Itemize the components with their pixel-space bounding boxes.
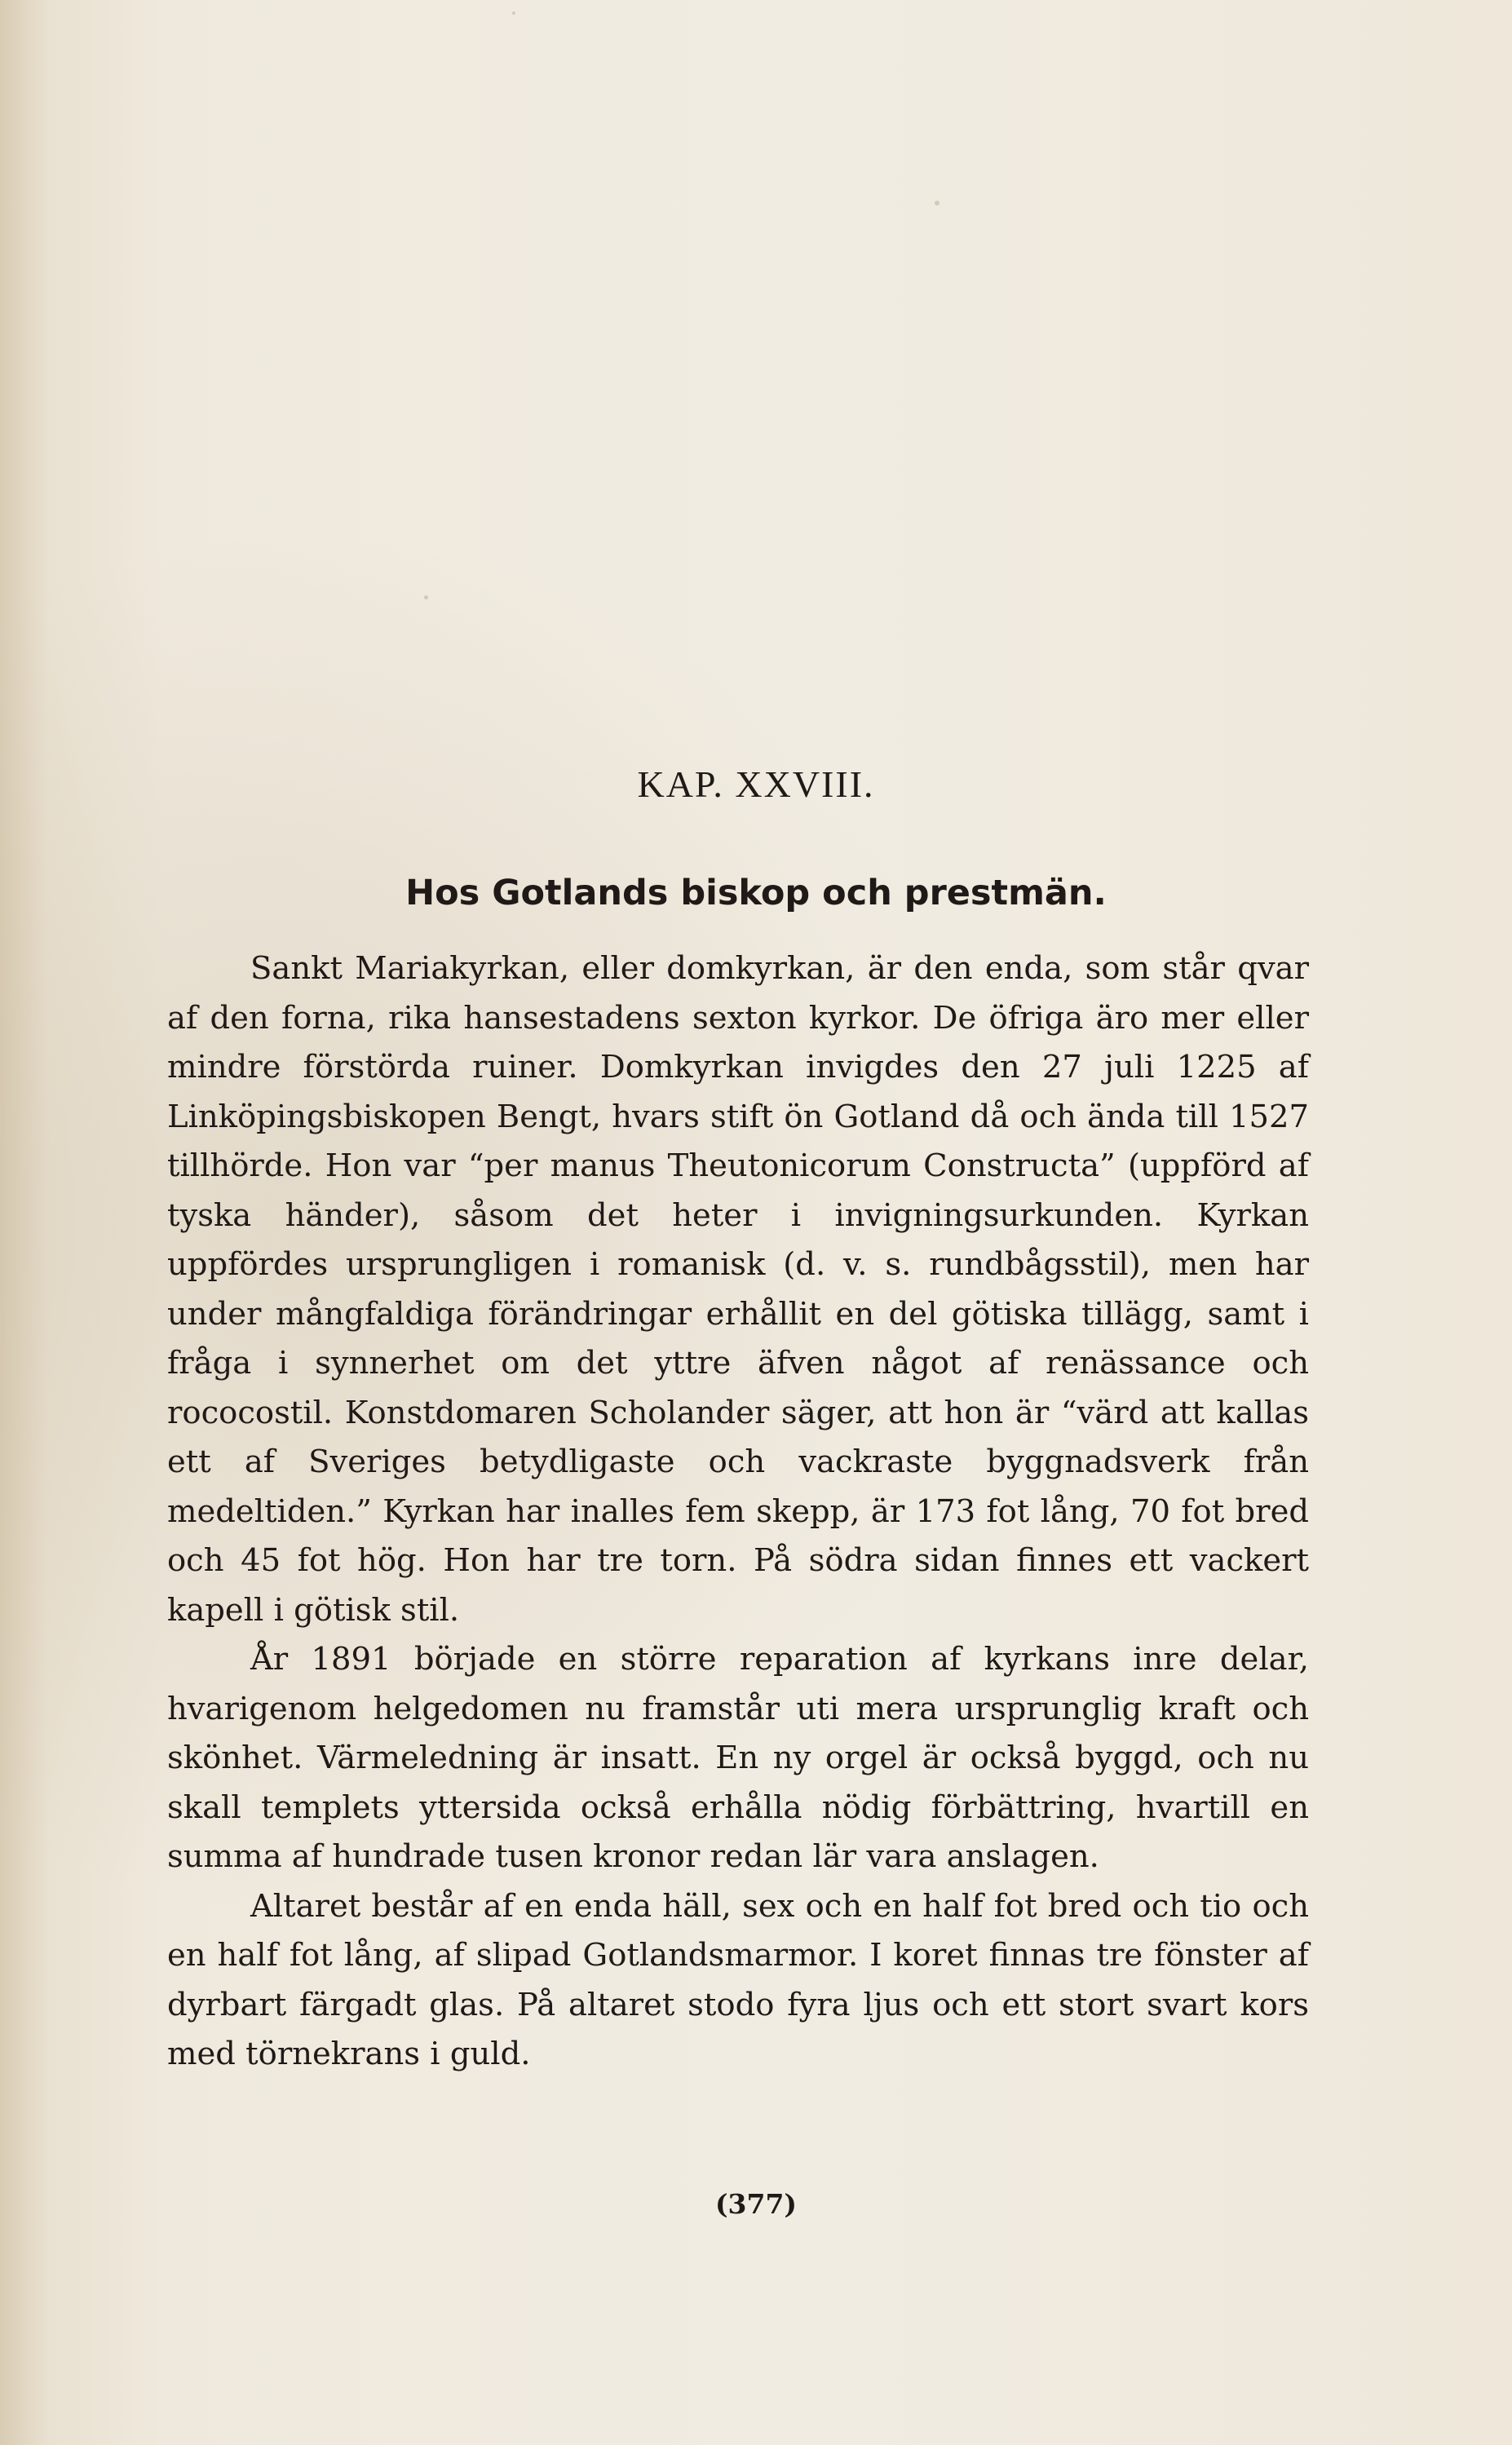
chapter-heading: KAP. XXVIII.	[637, 763, 875, 805]
chapter-title: Hos Gotlands biskop och prestmän.	[405, 873, 1107, 913]
paper-spot	[935, 201, 939, 206]
body-text	[167, 944, 1309, 2080]
paragraph: Altaret består af en enda häll, sex och en half fot bred och tio och en half fot lång, af slipad Gotlandsmarmor. I koret finnas tre fönster af dyrbart färgadt glas. På altaret stodo fyra ljus och ett stort svart kors med törnekrans i guld.	[167, 1887, 1309, 2072]
paragraph: Sankt Mariakyrkan, eller domkyrkan, är den enda, som står qvar af den forna, rika hansestadens sexton kyrkor. De öfriga äro mer eller mindre förstörda ruiner. Domkyrkan invigdes den 27 juli 1225 af Linköpingsbiskopen Bengt, hvars stift ön Gotland då och ända till 1527 tillhörde. Hon var “per manus Theutonicorum Constructa” (uppförd af tyska händer), såsom det heter i invigningsurkunden. Kyrkan uppfördes ursprungligen i romanisk (d. v. s. rundbågsstil), men har under mångfaldiga förändringar erhållit en del götiska tillägg, samt i fråga i synnerhet om det yttre äfven något af renässance och rococostil. Konstdomaren Scholander säger, att hon är “värd att kallas ett af Sveriges betydligaste och vackraste byggnadsverk från medeltiden.” Kyrkan har inalles fem skepp, är 173 fot lång, 70 fot bred och 45 fot hög. Hon har tre torn. På södra sidan finnes ett vackert kapell i götisk stil.	[167, 950, 1309, 1629]
page-number: (377)	[714, 2188, 798, 2220]
paper-spot	[512, 11, 515, 15]
paper-spot	[424, 595, 428, 599]
paragraph: År 1891 började en större reparation af kyrkans inre delar, hvarigenom helgedomen nu framstår uti mera ursprunglig kraft och skönhet. Värmeledning är insatt. En ny orgel är också byggd, och nu skall templets yttersida också erhålla nödig förbättring, hvartill en summa af hundrade tusen kronor redan lär vara anslagen.	[167, 1641, 1309, 1875]
